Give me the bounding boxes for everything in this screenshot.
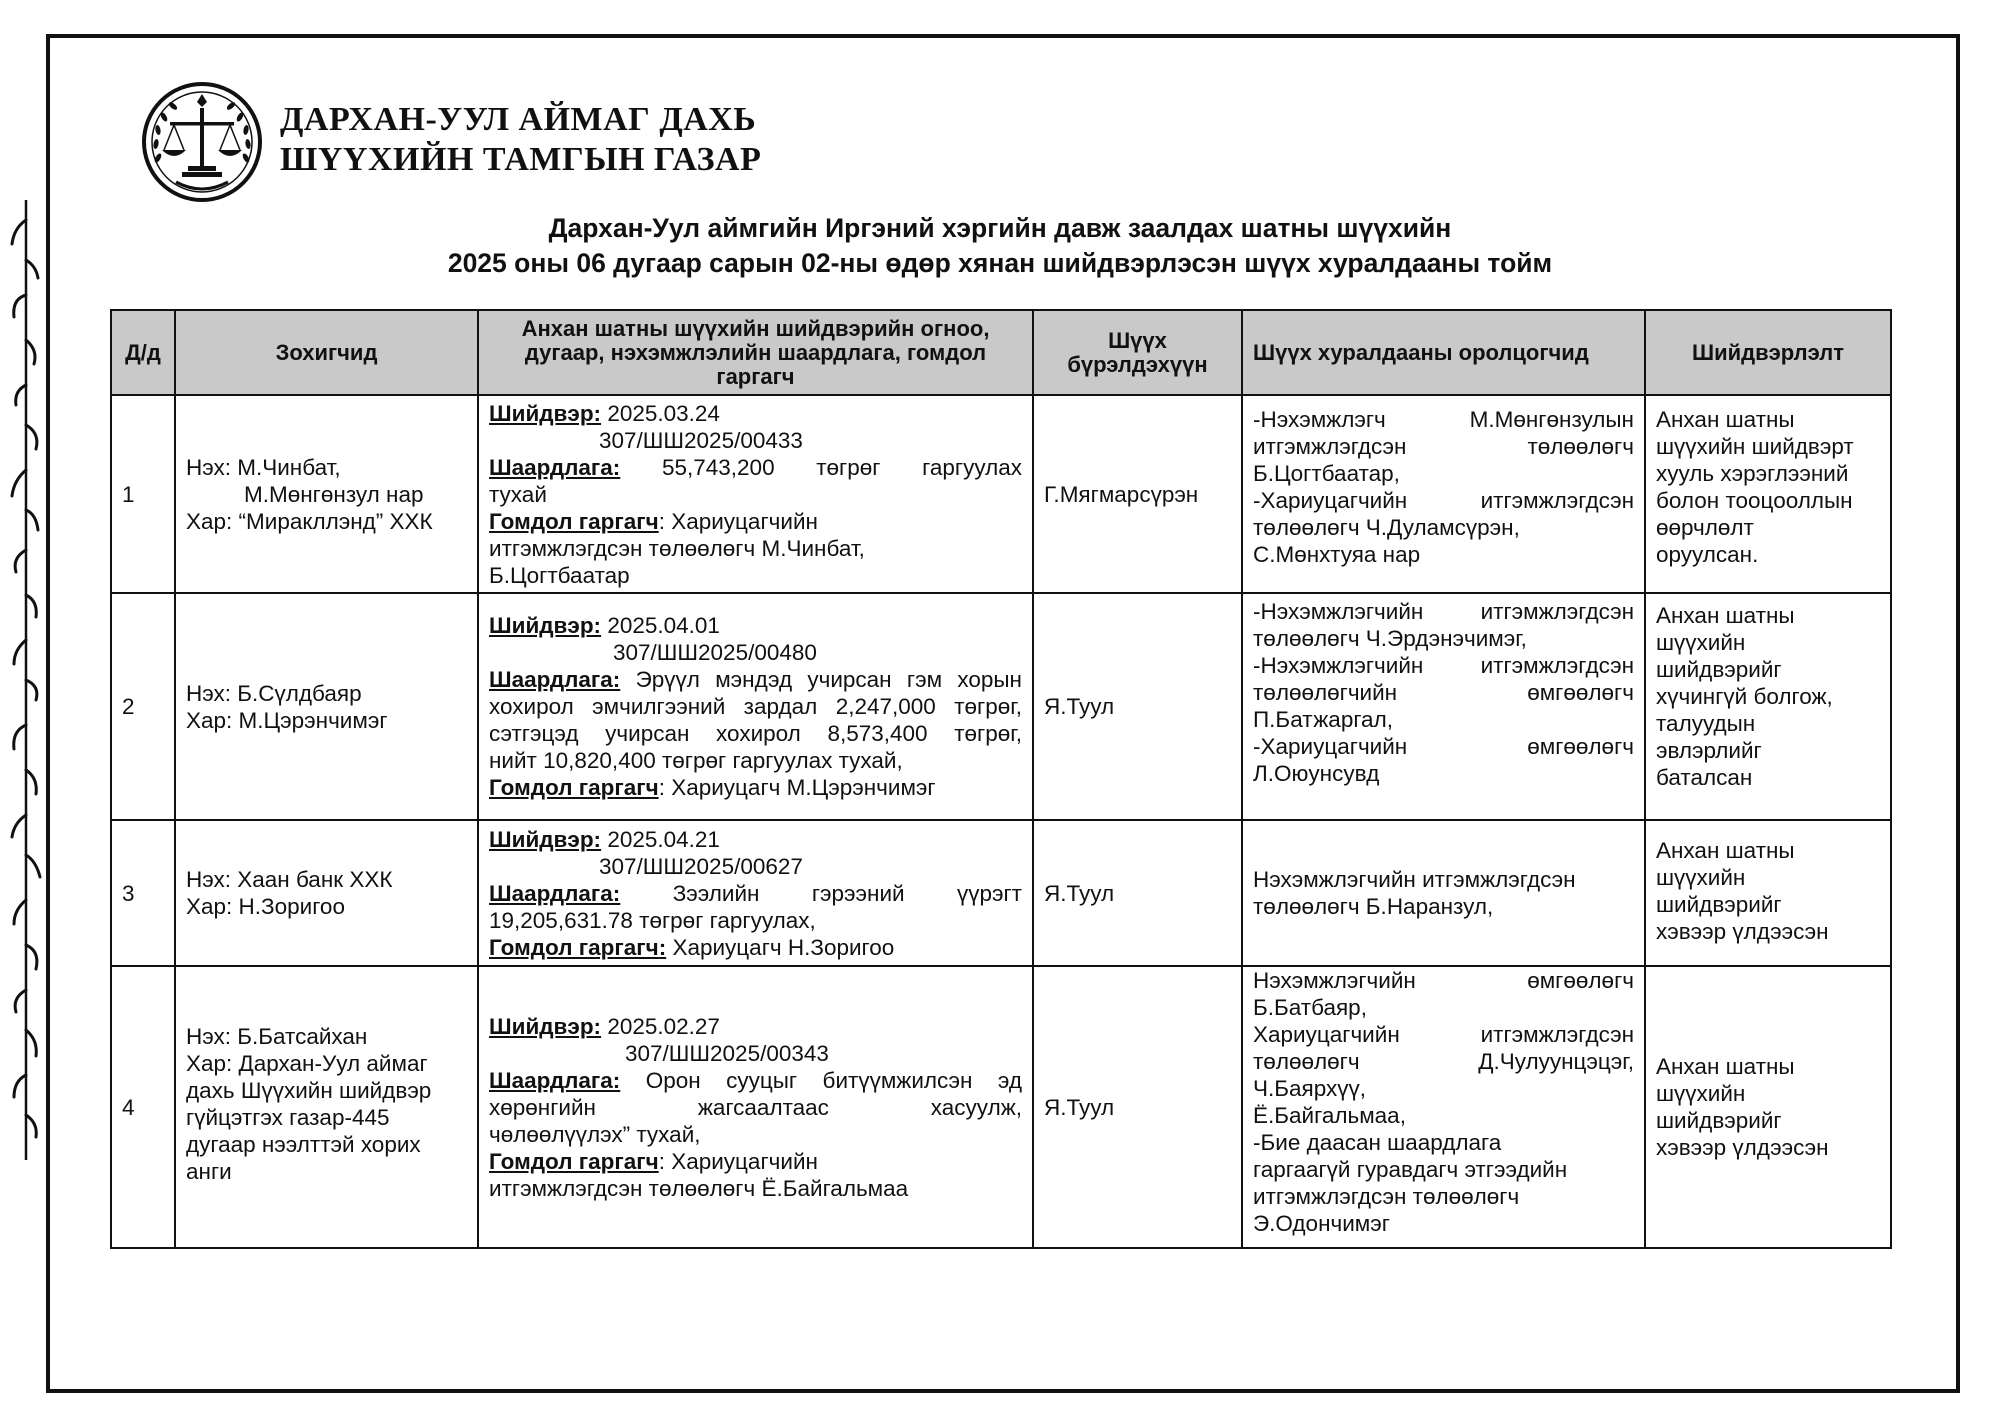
participant-line: төлөөлөгч Б.Наранзул, bbox=[1253, 894, 1494, 919]
participant-line: -Хариуцагчийн итгэмжлэгдсэн bbox=[1253, 488, 1634, 513]
participant-line: төлөөлөгч Ч.Эрдэнэчимэг, bbox=[1253, 626, 1527, 651]
cell-resolution bbox=[1645, 395, 1891, 593]
complainant-label: Гомдол гаргагч bbox=[489, 1148, 659, 1174]
document-title bbox=[0, 211, 2000, 281]
cell-parties bbox=[175, 593, 478, 820]
cell-participants bbox=[1242, 593, 1645, 820]
complainant-label-text: Гомдол гаргагч bbox=[489, 934, 659, 960]
participant-line: П.Батжаргал, bbox=[1253, 707, 1393, 732]
resolution-line: шүүхийн bbox=[1656, 865, 1746, 890]
participant-line: Ч.Баярхүү, bbox=[1253, 1076, 1366, 1101]
resolution-line: болон тооцооллын bbox=[1656, 488, 1853, 513]
participant-line: итгэмжлэгдсэн төлөөлөгч bbox=[1253, 1184, 1520, 1209]
party-line: дахь Шүүхийн шийдвэр bbox=[186, 1078, 432, 1103]
resolution-line: баталсан bbox=[1656, 765, 1753, 790]
claim-label: Шаардлага: bbox=[489, 454, 621, 480]
organization-name bbox=[280, 100, 761, 180]
cell-resolution bbox=[1645, 966, 1891, 1248]
resolution-line: Анхан шатны bbox=[1656, 1054, 1795, 1079]
resolution-line: талуудын bbox=[1656, 711, 1756, 736]
claim-text: тухай bbox=[489, 481, 547, 507]
resolution-line: шүүхийн bbox=[1656, 630, 1746, 655]
claim-text: нийт 10,820,400 төгрөг гаргуулах тухай, bbox=[489, 748, 903, 773]
resolution-line: Анхан шатны bbox=[1656, 603, 1795, 628]
cell-parties bbox=[175, 820, 478, 966]
header-first-instance: Анхан шатны шүүхийн шийдвэрийн огноо, дугаар, нэхэмжлэлийн шаардлага, гомдол гаргагч bbox=[478, 310, 1033, 395]
claim-label: Шаардлага: bbox=[489, 880, 621, 906]
party-line: анги bbox=[186, 1159, 232, 1184]
participant-line: итгэмжлэгдсэн төлөөлөгч bbox=[1253, 434, 1634, 459]
table-row bbox=[111, 395, 1891, 593]
header-participants: Шүүх хуралдааны оролцогчид bbox=[1242, 310, 1645, 395]
resolution-line: оруулсан. bbox=[1656, 542, 1759, 567]
table-row bbox=[111, 966, 1891, 1248]
resolution-line: хүчингүй болгож, bbox=[1656, 684, 1833, 709]
complainant-text: итгэмжлэгдсэн төлөөлөгч М.Чинбат, bbox=[489, 535, 865, 561]
cell-parties bbox=[175, 966, 478, 1248]
resolution-line: өөрчлөлт bbox=[1656, 515, 1754, 540]
participant-line: төлөөлөгчийн өмгөөлөгч bbox=[1253, 680, 1634, 705]
cell-first-instance bbox=[478, 966, 1033, 1248]
cell-no: 4 bbox=[111, 966, 175, 1248]
cell-parties bbox=[175, 395, 478, 593]
claim-text: 19,205,631.78 төгрөг гаргуулах, bbox=[489, 907, 816, 933]
resolution-line: шийдвэрийг bbox=[1656, 657, 1782, 682]
cell-first-instance bbox=[478, 820, 1033, 966]
complainant-text: : Хариуцагчийн bbox=[658, 1148, 818, 1174]
decision-number: 307/ШШ2025/00343 bbox=[625, 1040, 829, 1066]
complainant-text: итгэмжлэгдсэн төлөөлөгч Ё.Байгальмаа bbox=[489, 1175, 909, 1201]
title-line1: Дархан-Уул аймгийн Иргэний хэргийн давж заалдах шатны шүүхийн bbox=[548, 213, 1452, 243]
cell-no: 3 bbox=[111, 820, 175, 966]
decision-number: 307/ШШ2025/00627 bbox=[599, 853, 803, 879]
resolution-line: хууль хэрэглээний bbox=[1656, 461, 1849, 486]
cell-resolution bbox=[1645, 820, 1891, 966]
decision-date: 2025.04.01 bbox=[607, 613, 720, 638]
cell-composition: Г.Мягмарсүрэн bbox=[1033, 395, 1242, 593]
decision-date: 2025.03.24 bbox=[607, 400, 720, 426]
decision-label: Шийдвэр: bbox=[489, 826, 602, 852]
court-sessions-table bbox=[110, 309, 1892, 1249]
participant-line: С.Мөнхтуяа нар bbox=[1253, 542, 1421, 567]
participant-line: төлөөлөгч Ч.Дуламсүрэн, bbox=[1253, 515, 1520, 540]
cell-participants bbox=[1242, 395, 1645, 593]
party-line: Нэх: Б.Батсайхан bbox=[186, 1024, 368, 1049]
cell-composition: Я.Туул bbox=[1033, 593, 1242, 820]
cell-first-instance bbox=[478, 593, 1033, 820]
cell-composition: Я.Туул bbox=[1033, 966, 1242, 1248]
claim-text: Эрүүл мэндэд учирсан гэм хорын bbox=[635, 667, 1022, 692]
table-header-row bbox=[111, 310, 1891, 395]
resolution-line: хэвээр үлдээсэн bbox=[1656, 1135, 1829, 1160]
party-line: Хар: М.Цэрэнчимэг bbox=[186, 707, 388, 733]
title-line2: 2025 оны 06 дугаар сарын 02-ны өдөр хянан шийдвэрлэсэн шүүх хуралдааны тойм bbox=[447, 248, 1553, 278]
claim-label: Шаардлага: bbox=[489, 667, 621, 692]
decision-label: Шийдвэр: bbox=[489, 400, 602, 426]
participant-line: Л.Оюунсувд bbox=[1253, 761, 1380, 786]
claim-text: Орон сууцыг битүүмжилсэн эд bbox=[645, 1067, 1022, 1093]
decision-label: Шийдвэр: bbox=[489, 613, 602, 638]
participant-line: Нэхэмжлэгчийн өмгөөлөгч bbox=[1253, 968, 1634, 993]
participant-line: Хариуцагчийн итгэмжлэгдсэн bbox=[1253, 1022, 1634, 1047]
participant-line: -Хариуцагчийн өмгөөлөгч bbox=[1253, 734, 1634, 759]
party-line: гүйцэтгэх газар-445 bbox=[186, 1105, 390, 1130]
complainant-label: Гомдол гаргагч: bbox=[489, 934, 667, 960]
party-line: Хар: “Миракллэнд” ХХК bbox=[186, 508, 433, 534]
resolution-line: шүүхийн шийдвэрт bbox=[1656, 434, 1854, 459]
party-line: Хар: Дархан-Уул аймаг bbox=[186, 1051, 428, 1076]
participant-line: -Нэхэмжлэгч М.Мөнгөнзулын bbox=[1253, 407, 1634, 432]
decision-number: 307/ШШ2025/00433 bbox=[599, 427, 803, 453]
resolution-line: шийдвэрийг bbox=[1656, 1108, 1782, 1133]
complainant-text: Хариуцагч Н.Зоригоо bbox=[666, 934, 895, 960]
participant-line: -Нэхэмжлэгчийн итгэмжлэгдсэн bbox=[1253, 599, 1634, 624]
org-name-line1: ДАРХАН-УУЛ АЙМАГ ДАХЬ bbox=[280, 101, 757, 138]
participant-line: гаргаагүй гуравдагч этгээдийн bbox=[1253, 1157, 1568, 1182]
claim-text: хохирол эмчилгээний зардал 2,247,000 төгрөг, bbox=[489, 694, 1022, 719]
claim-text: хөрөнгийн жагсаалтаас хасуулж, bbox=[489, 1094, 1022, 1120]
claim-text: чөлөөлүүлэх” тухай, bbox=[489, 1121, 701, 1147]
header-composition: Шүүх бүрэлдэхүүн bbox=[1033, 310, 1242, 395]
resolution-line: шийдвэрийг bbox=[1656, 892, 1782, 917]
participant-line: -Бие даасан шаардлага bbox=[1253, 1130, 1502, 1155]
participant-line: Нэхэмжлэгчийн итгэмжлэгдсэн bbox=[1253, 867, 1576, 892]
party-line: М.Мөнгөнзул нар bbox=[244, 481, 424, 507]
org-name-line2: ШҮҮХИЙН ТАМГЫН ГАЗАР bbox=[280, 141, 762, 178]
complainant-text: Б.Цогтбаатар bbox=[489, 562, 630, 588]
party-line: Нэх: М.Чинбат, bbox=[186, 454, 341, 480]
header-resolution: Шийдвэрлэлт bbox=[1645, 310, 1891, 395]
participant-line: Б.Цогтбаатар, bbox=[1253, 461, 1400, 486]
party-line: дугаар нээлттэй хорих bbox=[186, 1132, 421, 1157]
party-line: Нэх: Хаан банк ХХК bbox=[186, 867, 393, 892]
participant-line: Э.Одончимэг bbox=[1253, 1211, 1390, 1236]
participant-line: төлөөлөгч Д.Чулуунцэцэг, bbox=[1253, 1049, 1634, 1074]
complainant-label: Гомдол гаргагч bbox=[489, 775, 659, 800]
header-parties: Зохигчид bbox=[175, 310, 478, 395]
decision-date: 2025.02.27 bbox=[607, 1013, 720, 1039]
complainant-label: Гомдол гаргагч bbox=[489, 508, 659, 534]
vertical-mongolian-script bbox=[4, 200, 44, 1160]
table-row bbox=[111, 593, 1891, 820]
cell-composition: Я.Туул bbox=[1033, 820, 1242, 966]
resolution-line: Анхан шатны bbox=[1656, 838, 1795, 863]
claim-text: сэтгэцэд учирсан хохирол 8,573,400 төгрөг, bbox=[489, 721, 1022, 746]
decision-label: Шийдвэр: bbox=[489, 1013, 602, 1039]
cell-resolution bbox=[1645, 593, 1891, 820]
claim-text: 55,743,200 төгрөг гаргуулах bbox=[661, 454, 1022, 480]
cell-no: 1 bbox=[111, 395, 175, 593]
complainant-text: : Хариуцагчийн bbox=[658, 508, 818, 534]
resolution-line: хэвээр үлдээсэн bbox=[1656, 919, 1829, 944]
resolution-line: Анхан шатны bbox=[1656, 407, 1795, 432]
cell-no: 2 bbox=[111, 593, 175, 820]
resolution-line: шүүхийн bbox=[1656, 1081, 1746, 1106]
cell-participants bbox=[1242, 820, 1645, 966]
party-line: Хар: Н.Зоригоо bbox=[186, 894, 345, 919]
claim-label: Шаардлага: bbox=[489, 1067, 621, 1093]
resolution-line: эвлэрлийг bbox=[1656, 738, 1762, 763]
cell-first-instance bbox=[478, 395, 1033, 593]
complainant-text: : Хариуцагч М.Цэрэнчимэг bbox=[658, 775, 936, 800]
participant-line: Б.Батбаяр, bbox=[1253, 995, 1367, 1020]
participant-line: Ё.Байгальмаа, bbox=[1253, 1103, 1406, 1128]
decision-date: 2025.04.21 bbox=[607, 826, 720, 852]
table-row bbox=[111, 820, 1891, 966]
participant-line: -Нэхэмжлэгчийн итгэмжлэгдсэн bbox=[1253, 653, 1634, 678]
court-emblem-logo bbox=[136, 78, 268, 206]
claim-text: Зээлийн гэрээний үүрэгт bbox=[672, 880, 1022, 906]
party-line: Нэх: Б.Сүлдбаяр bbox=[186, 680, 362, 706]
header-no: Д/д bbox=[111, 310, 175, 395]
decision-number: 307/ШШ2025/00480 bbox=[613, 640, 817, 665]
cell-participants bbox=[1242, 966, 1645, 1248]
